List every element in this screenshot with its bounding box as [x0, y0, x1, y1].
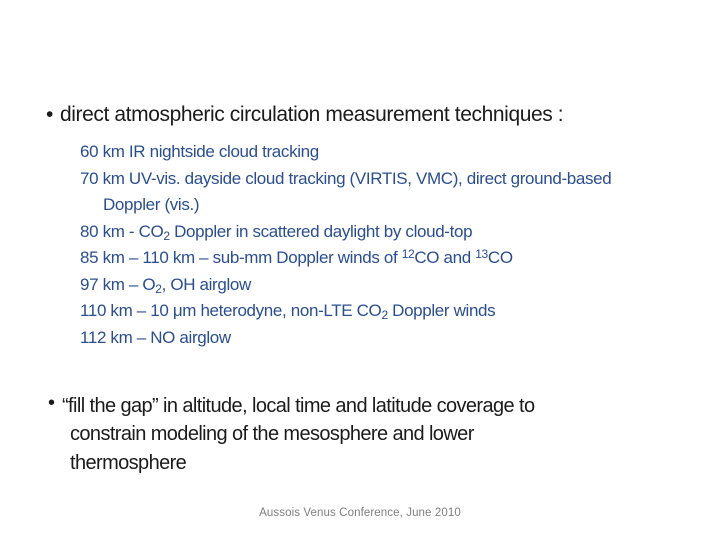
technique-line: 112 km – NO airglow	[80, 327, 231, 347]
title-bullet	[46, 101, 696, 128]
fill-gap-line: thermosphere	[70, 451, 187, 474]
technique-line: 60 km IR nightside cloud tracking	[80, 142, 319, 161]
technique-line: 97 km – O2, OH airglow	[80, 274, 251, 296]
technique-line: 80 km - CO2 Doppler in scattered daylight by cloud-top	[80, 221, 473, 243]
technique-list	[80, 139, 700, 351]
fill-gap-line: constrain modeling of the mesosphere and lower	[70, 423, 474, 446]
title-bullet-text: direct atmospheric circulation measurement techniques :	[60, 103, 564, 126]
footer-caption: Aussois Venus Conference, June 2010	[259, 507, 461, 519]
fill-gap-bullet-text	[62, 392, 535, 477]
technique-line-continuation: Doppler (vis.)	[103, 195, 200, 214]
bullet-icon: •	[48, 392, 55, 414]
technique-line: 70 km UV-vis. dayside cloud tracking (VIRTIS, VMC), direct ground-based	[80, 168, 612, 188]
fill-gap-bullet	[48, 392, 535, 477]
bullet-icon: •	[46, 103, 53, 126]
fill-gap-line: “fill the gap” in altitude, local time and latitude coverage to	[62, 395, 535, 417]
technique-line: 85 km – 110 km – sub-mm Doppler winds of $^{12}$CO and $^{13}$CO	[80, 247, 513, 267]
technique-line: 110 km – 10 μm heterodyne, non-LTE CO2 Doppler winds	[80, 301, 496, 322]
